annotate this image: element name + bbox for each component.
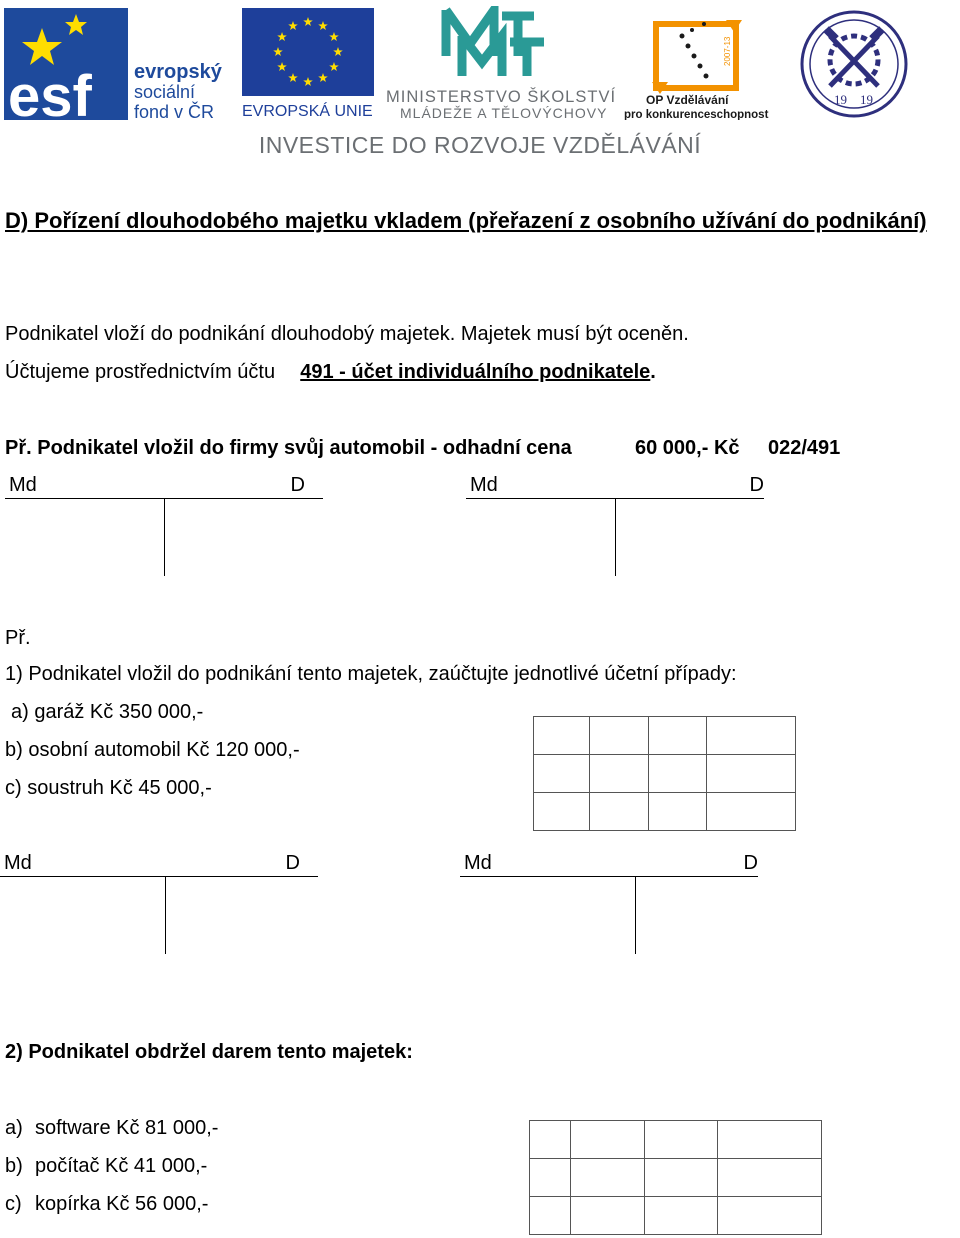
grid-cell[interactable] <box>530 1197 571 1235</box>
esf-mark: esf <box>8 64 92 120</box>
t-account-divider <box>635 876 636 954</box>
grid-cell[interactable] <box>707 793 796 831</box>
grid-cell[interactable] <box>590 717 649 755</box>
credit-label: D <box>743 852 758 874</box>
grid-cell[interactable] <box>718 1159 822 1197</box>
esf-line2: sociální <box>134 82 196 102</box>
example3-item-c <box>5 1192 208 1216</box>
example2-item-b: b) osobní automobil Kč 120 000,- <box>5 739 300 761</box>
grid-cell[interactable] <box>590 793 649 831</box>
grid-cell[interactable] <box>571 1121 645 1159</box>
grid-cell[interactable] <box>534 717 590 755</box>
grid-cell[interactable] <box>645 1197 718 1235</box>
seal-year-right: 19 <box>860 92 873 107</box>
example2-label: Př. <box>5 627 31 649</box>
t-account-divider <box>165 876 166 954</box>
example2-item-c: c) soustruh Kč 45 000,- <box>5 777 212 799</box>
msmt-logo <box>384 6 616 120</box>
op-line2: pro konkurenceschopnost <box>624 109 769 120</box>
eu-caption: EVROPSKÁ UNIE <box>242 103 373 120</box>
debit-label: Md <box>470 474 498 496</box>
grid-cell[interactable] <box>534 793 590 831</box>
example3-item-b <box>5 1154 207 1178</box>
grid-cell[interactable] <box>530 1121 571 1159</box>
grid-cell[interactable] <box>649 755 707 793</box>
esf-line1: evropský <box>134 61 222 83</box>
item-letter: c) <box>5 1193 22 1215</box>
intro-line2-suffix: . <box>650 361 656 383</box>
example3-item-a <box>5 1116 218 1140</box>
grid-cell[interactable] <box>645 1159 718 1197</box>
example1-text: Podnikatel vložil do firmy svůj automobil - odhadní cena <box>37 437 572 459</box>
grid-cell[interactable] <box>530 1159 571 1197</box>
debit-label: Md <box>464 852 492 874</box>
grid-cell[interactable] <box>645 1121 718 1159</box>
grid-cell[interactable] <box>534 755 590 793</box>
example1-label: Př. <box>5 437 32 459</box>
eu-logo <box>240 8 378 120</box>
grid-cell[interactable] <box>649 793 707 831</box>
intro-line1: Podnikatel vloží do podnikání dlouhodobý majetek. Majetek musí být oceněn. <box>5 323 689 345</box>
esf-line3: fond v ČR <box>134 102 215 120</box>
grid-cell[interactable] <box>707 717 796 755</box>
grid-cell[interactable] <box>571 1197 645 1235</box>
grid-cell[interactable] <box>718 1197 822 1235</box>
credit-label: D <box>285 852 300 874</box>
t-account <box>466 474 764 499</box>
example1-line <box>5 436 572 460</box>
op-line1: OP Vzdělávání <box>646 93 729 107</box>
example1-amount: 60 000,- Kč <box>635 437 740 459</box>
msmt-line2: MLÁDEŽE A TĚLOVÝCHOVY <box>400 105 608 120</box>
t-account-divider <box>164 498 165 576</box>
debit-label: Md <box>4 852 32 874</box>
example1-entry: 022/491 <box>768 437 841 459</box>
grid-cell[interactable] <box>649 717 707 755</box>
section-heading: D) Pořízení dlouhodobého majetku vkladem (přeřazení z osobního užívání do podnikání) <box>5 208 927 233</box>
t-account <box>460 852 758 877</box>
answer-grid <box>533 716 796 831</box>
op-logo <box>622 6 778 120</box>
item-text: počítač Kč 41 000,- <box>35 1155 208 1177</box>
item-letter: a) <box>5 1117 23 1139</box>
intro-line2 <box>5 360 656 384</box>
example2-item-a: a) garáž Kč 350 000,- <box>11 701 204 723</box>
item-text: software Kč 81 000,- <box>35 1117 219 1139</box>
t-account <box>5 474 323 499</box>
grid-cell[interactable] <box>718 1121 822 1159</box>
debit-label: Md <box>9 474 37 496</box>
msmt-line1: MINISTERSTVO ŠKOLSTVÍ, <box>386 88 616 106</box>
item-letter: b) <box>5 1155 23 1177</box>
grid-cell[interactable] <box>707 755 796 793</box>
esf-logo <box>4 8 234 120</box>
seal-logo <box>798 8 910 120</box>
seal-year-left: 19 <box>834 92 847 107</box>
tagline: INVESTICE DO ROZVOJE VZDĚLÁVÁNÍ <box>258 132 702 158</box>
credit-label: D <box>749 474 764 496</box>
grid-cell[interactable] <box>571 1159 645 1197</box>
t-account-divider <box>615 498 616 576</box>
answer-grid <box>529 1120 822 1235</box>
op-year: 2007-13 <box>723 36 732 66</box>
t-account <box>0 852 318 877</box>
item-text: kopírka Kč 56 000,- <box>35 1193 209 1215</box>
example2-task: 1) Podnikatel vložil do podnikání tento majetek, zaúčtujte jednotlivé účetní případy: <box>5 663 737 685</box>
example3-task: 2) Podnikatel obdržel darem tento majetek: <box>5 1041 413 1063</box>
intro-line2-prefix: Účtujeme prostřednictvím účtu <box>5 361 276 383</box>
account-491: 491 - účet individuálního podnikatele <box>300 361 651 383</box>
grid-cell[interactable] <box>590 755 649 793</box>
credit-label: D <box>290 474 305 496</box>
